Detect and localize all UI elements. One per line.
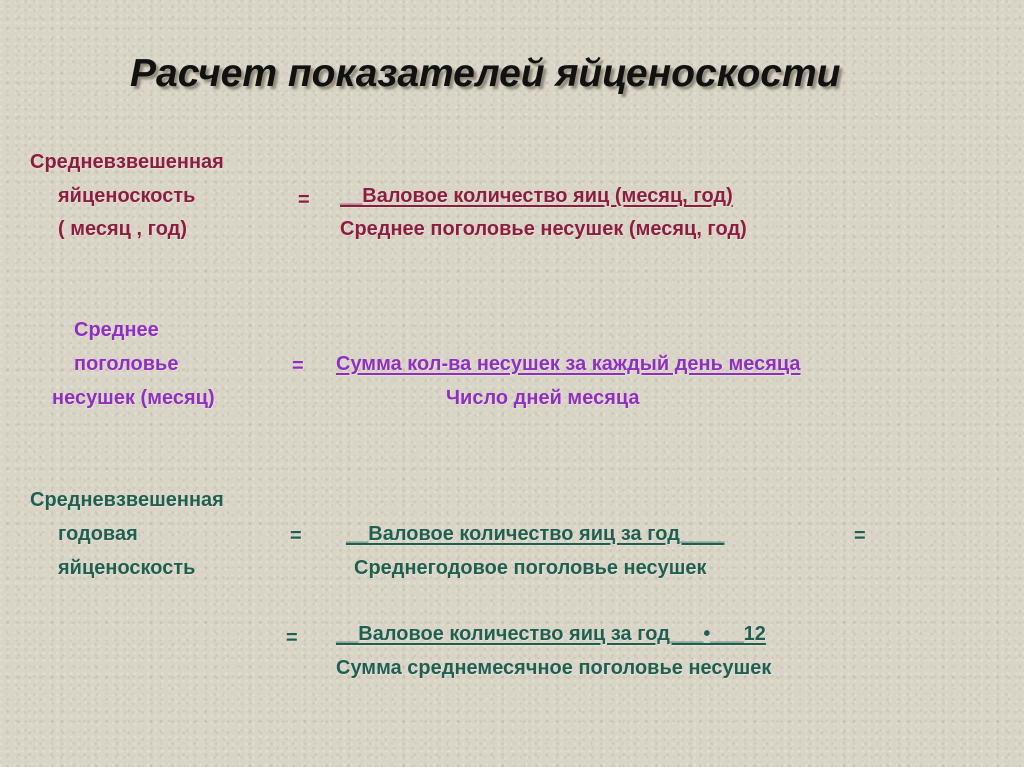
section2-label-line1: Среднее — [74, 319, 159, 341]
section1-numerator: __Валовое количество яиц (месяц, год) — [340, 185, 733, 207]
section3-label-line3: яйценоскость — [58, 557, 196, 579]
section3-label-line1: Средневзвешенная — [30, 489, 224, 511]
section3-equals-1: = — [290, 525, 302, 547]
section2-label-line2: поголовье — [74, 353, 179, 375]
section2-label-line3: несушек (месяц) — [52, 387, 215, 409]
section1-equals: = — [298, 189, 310, 211]
section2-equals: = — [292, 355, 304, 377]
section3-equals-trailing: = — [854, 525, 866, 547]
section3-numerator-2: __Валовое количество яиц за год___•___12 — [336, 623, 766, 645]
section1-label-line2: яйценоскость — [58, 185, 196, 207]
section2-denominator: Число дней месяца — [446, 387, 640, 409]
section3-denominator-2: Сумма среднемесячное поголовье несушек — [336, 657, 772, 679]
section1-denominator: Среднее поголовье несушек (месяц, год) — [340, 218, 747, 240]
page-title: Расчет показателей яйценоскости — [130, 52, 841, 95]
section1-label-line3: ( месяц , год) — [58, 218, 188, 240]
section1-label-line1: Средневзвешенная — [30, 151, 224, 173]
section2-numerator: Сумма кол-ва несушек за каждый день месяца — [336, 353, 801, 375]
section3-denominator-1: Среднегодовое поголовье несушек — [354, 557, 707, 579]
section3-numerator-1: __Валовое количество яиц за год____ — [346, 523, 725, 545]
section3-label-line2: годовая — [58, 523, 138, 545]
section3-equals-2: = — [286, 627, 298, 649]
